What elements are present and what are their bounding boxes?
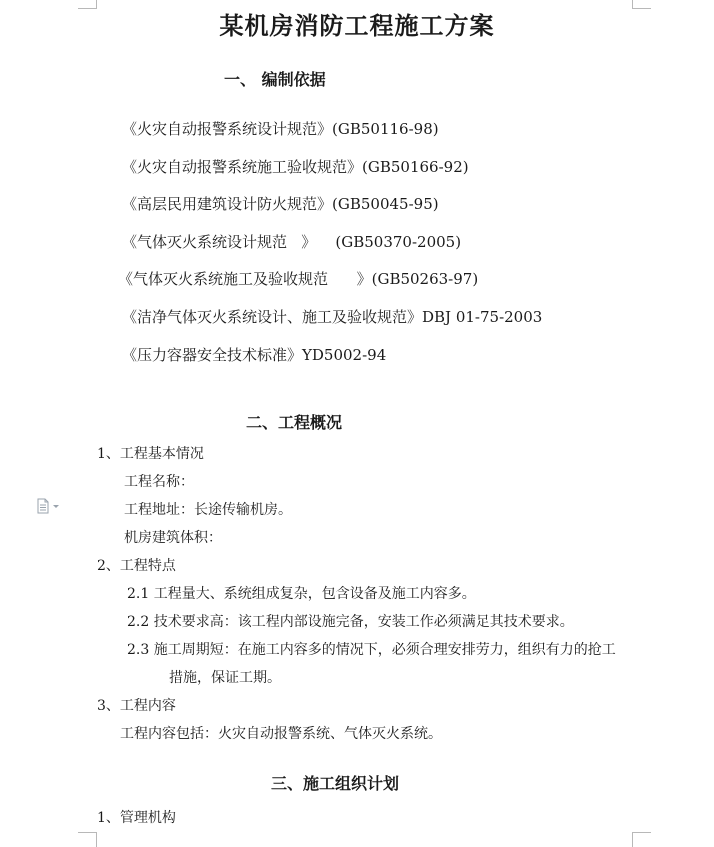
subsection-title: 2、工程特点 (97, 558, 176, 574)
reference-item: 《火灾自动报警系统设计规范》(GB50116-98) (122, 120, 439, 138)
section-heading-overview: 二、工程概况 (246, 413, 343, 432)
reference-item: 《火灾自动报警系统施工验收规范》(GB50166-92) (122, 158, 469, 176)
reference-item: 《气体灭火系统施工及验收规范 》(GB50263-97) (118, 270, 479, 288)
reference-item: 《高层民用建筑设计防火规范》(GB50045-95) (122, 195, 439, 213)
section-heading-plan: 三、施工组织计划 (271, 774, 400, 793)
reference-item: 《气体灭火系统设计规范 》 (GB50370-2005) (122, 233, 462, 251)
feature-paragraph: 2.2 技术要求高：该工程内部设施完备，安装工作必须满足其技术要求。 (127, 614, 574, 630)
building-volume-line: 机房建筑体积： (124, 530, 222, 546)
feature-paragraph: 2.3 施工周期短：在施工内容多的情况下，必须合理安排劳力，组织有力的抢工 (127, 642, 616, 658)
document-options-icon[interactable] (36, 498, 62, 514)
project-name-line: 工程名称： (124, 474, 194, 490)
document-title: 某机房消防工程施工方案 (219, 11, 495, 40)
margin-mark-bottom-right (632, 832, 651, 847)
feature-paragraph-continued: 措施，保证工期。 (169, 670, 281, 686)
section-heading-basis: 一、 编制依据 (224, 70, 326, 89)
project-address-line: 工程地址：长途传输机房。 (124, 502, 292, 518)
reference-item: 《洁净气体灭火系统设计、施工及验收规范》DBJ 01-75-2003 (122, 308, 543, 326)
subsection-title: 3、工程内容 (97, 698, 176, 714)
reference-item: 《压力容器安全技术标准》YD5002-94 (122, 346, 387, 364)
margin-mark-bottom-left (78, 832, 97, 847)
subsection-title: 1、管理机构 (97, 810, 176, 826)
subsection-title: 1、工程基本情况 (97, 446, 204, 462)
feature-paragraph: 2.1 工程量大、系统组成复杂，包含设备及施工内容多。 (127, 586, 476, 602)
project-content-line: 工程内容包括：火灾自动报警系统、气体灭火系统。 (120, 726, 442, 742)
